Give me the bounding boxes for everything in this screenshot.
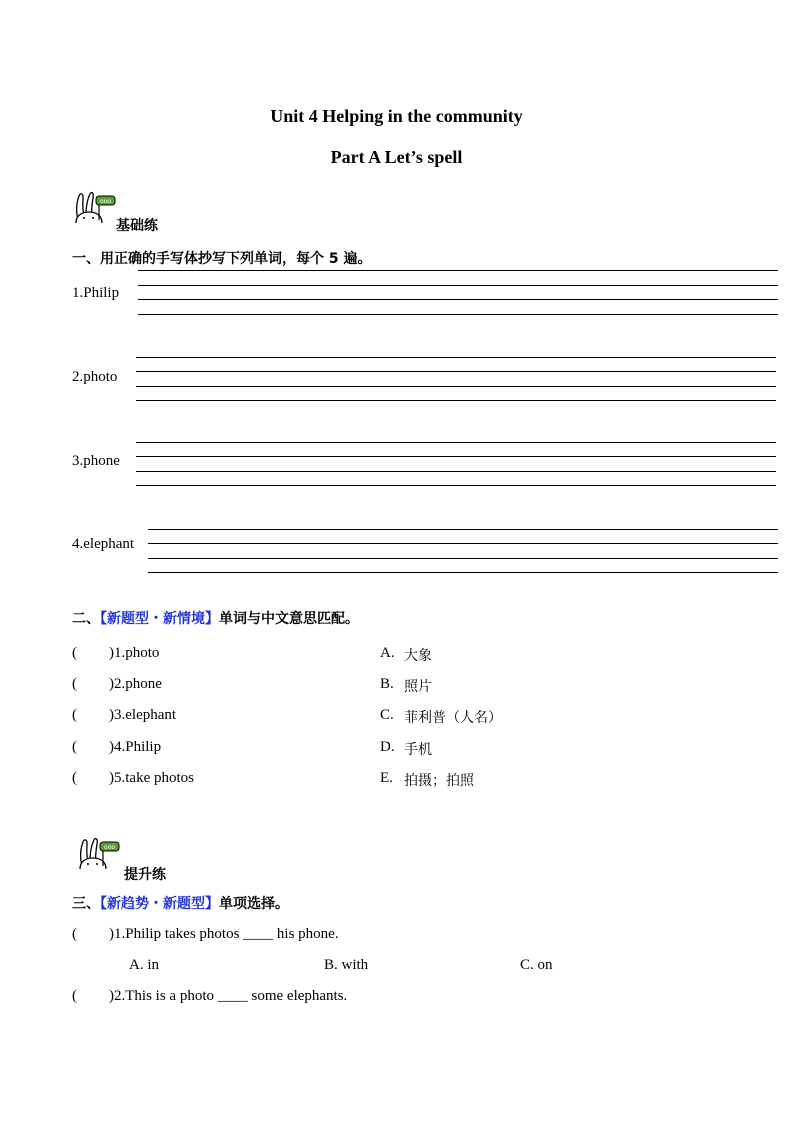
writing-line [136, 456, 776, 457]
writing-line [148, 558, 778, 559]
q2-paren: ( [72, 707, 77, 723]
q3-instruction [72, 893, 289, 913]
writing-line [136, 471, 776, 472]
q2-option-text: 手机 [404, 742, 432, 758]
q3-option: B. with [324, 957, 369, 973]
writing-line [138, 314, 778, 315]
q2-word: )5.take photos [109, 770, 194, 786]
writing-line [136, 357, 776, 358]
bunny-mascot-icon [76, 836, 122, 870]
q2-word: )2.phone [109, 676, 162, 692]
q2-instruction [72, 608, 359, 628]
q2-option-text: 大象 [404, 648, 432, 664]
q1-word-elephant: 4.elephant [72, 536, 135, 552]
q1-word-phone: 3.phone [72, 453, 120, 469]
q3-label: 单项选择。 [219, 896, 289, 912]
writing-line [138, 299, 778, 300]
svg-text:ooo: ooo [99, 198, 112, 205]
writing-line [136, 442, 776, 443]
q2-option-letter: A. [380, 645, 395, 661]
q2-option-text: 照片 [404, 679, 432, 695]
advanced-section-heading: 提升练 [124, 867, 166, 883]
q3-paren: ( [72, 988, 77, 1004]
writing-line [136, 400, 776, 401]
writing-line [136, 485, 776, 486]
writing-line [148, 529, 778, 530]
q2-word: )4.Philip [109, 739, 162, 755]
bunny-mascot-icon [72, 190, 118, 224]
q2-paren: ( [72, 676, 77, 692]
page-subtitle: Part A Let’s spell [330, 147, 463, 167]
writing-line [148, 572, 778, 573]
q3-paren: ( [72, 926, 77, 942]
page-title: Unit 4 Helping in the community [270, 106, 523, 126]
q3-question-stem: )1.Philip takes photos ____ his phone. [109, 926, 339, 942]
q2-option-text: 菲利普（人名） [404, 710, 502, 726]
svg-text:ooo: ooo [103, 844, 116, 851]
writing-line [138, 285, 778, 286]
q2-word: )3.elephant [109, 707, 177, 723]
q3-prefix: 三、 [72, 896, 100, 912]
q3-tag: 【新趋势・新题型】 [100, 896, 219, 912]
q2-word: )1.photo [109, 645, 160, 661]
q2-option-letter: B. [380, 676, 394, 692]
q2-tag: 【新题型・新情境】 [100, 611, 219, 627]
q2-option-letter: C. [380, 707, 394, 723]
q2-option-letter: D. [380, 739, 395, 755]
q1-word-philip: 1.Philip [72, 285, 120, 301]
q3-option: A. in [129, 957, 159, 973]
q2-paren: ( [72, 645, 77, 661]
q2-label: 单词与中文意思匹配。 [219, 611, 359, 627]
writing-line [148, 543, 778, 544]
writing-line [138, 270, 778, 271]
q2-option-letter: E. [380, 770, 393, 786]
q3-option: C. on [520, 957, 553, 973]
writing-line [136, 386, 776, 387]
q2-paren: ( [72, 770, 77, 786]
q1-instruction: 一、用正确的手写体抄写下列单词，每个 5 遍。 [72, 251, 372, 267]
basic-section-heading: 基础练 [116, 218, 158, 234]
q2-paren: ( [72, 739, 77, 755]
q2-option-text: 拍摄；拍照 [404, 773, 474, 789]
q3-question-stem: )2.This is a photo ____ some elephants. [109, 988, 348, 1004]
q2-prefix: 二、 [72, 611, 100, 627]
q1-word-photo: 2.photo [72, 369, 118, 385]
writing-line [136, 371, 776, 372]
